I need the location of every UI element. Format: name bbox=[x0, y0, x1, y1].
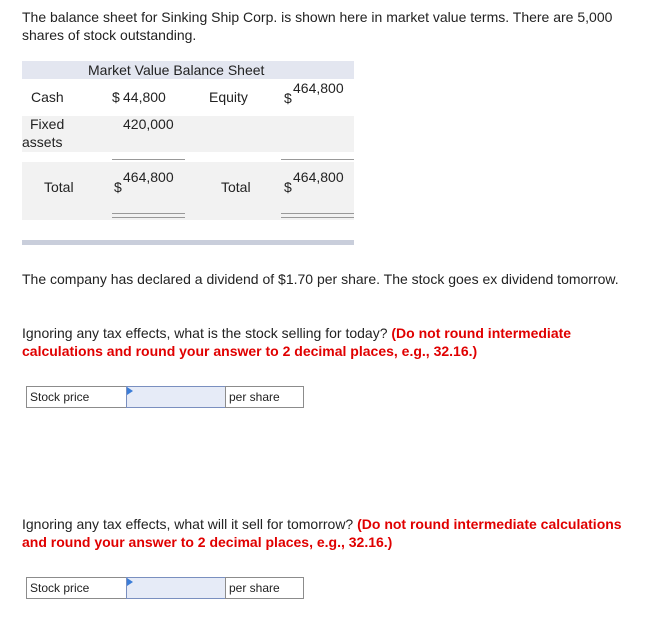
cash-value: 44,800 bbox=[123, 89, 166, 105]
intro-text: The balance sheet for Sinking Ship Corp. is shown here in market value terms. There are 5,000 shares of stock outstanding. bbox=[22, 9, 613, 43]
question-2 bbox=[22, 515, 650, 551]
right-double-underline-bottom bbox=[281, 217, 354, 218]
stock-price-input-tomorrow[interactable] bbox=[126, 577, 227, 599]
balance-sheet-title: Market Value Balance Sheet bbox=[88, 62, 265, 78]
stock-price-input-today[interactable] bbox=[126, 386, 227, 408]
cash-dollar: $ bbox=[112, 89, 120, 105]
total-left-value: 464,800 bbox=[123, 169, 174, 185]
fixed-assets-label-line1: Fixed bbox=[30, 116, 65, 132]
equity-value: 464,800 bbox=[293, 80, 344, 96]
input-flag-icon bbox=[127, 578, 133, 586]
total-right-value: 464,800 bbox=[293, 169, 344, 185]
fixed-assets-row-shade bbox=[22, 116, 354, 152]
per-share-unit-today: per share bbox=[225, 386, 304, 408]
question-1-instruction: (Do not round intermediate calculations and round your answer to 2 decimal places, e.g., 32.16.) bbox=[22, 325, 572, 359]
total-right-label: Total bbox=[221, 179, 251, 195]
balance-sheet bbox=[22, 61, 354, 246]
question-1-text: Ignoring any tax effects, what is the stock selling for today? bbox=[22, 325, 388, 341]
right-subtotal-line bbox=[281, 159, 354, 160]
left-double-underline-bottom bbox=[112, 217, 185, 218]
left-subtotal-line bbox=[112, 159, 185, 160]
equity-dollar: $ bbox=[284, 90, 292, 106]
equity-label: Equity bbox=[209, 89, 248, 105]
question-2-instruction: (Do not round intermediate calculations and round your answer to 2 decimal places, e.g., 32.16.) bbox=[22, 516, 622, 550]
fixed-assets-value: 420,000 bbox=[123, 116, 174, 132]
total-left-label: Total bbox=[44, 179, 74, 195]
stock-price-label-today: Stock price bbox=[26, 386, 129, 408]
fixed-assets-label-line2: assets bbox=[22, 134, 63, 150]
input-flag-icon bbox=[127, 387, 133, 395]
total-right-dollar: $ bbox=[284, 179, 292, 195]
per-share-unit-tomorrow: per share bbox=[225, 577, 304, 599]
total-left-dollar: $ bbox=[114, 179, 122, 195]
left-double-underline-top bbox=[112, 213, 185, 214]
question-1 bbox=[22, 324, 650, 360]
question-2-text: Ignoring any tax effects, what will it sell for tomorrow? bbox=[22, 516, 354, 532]
dividend-text: The company has declared a dividend of $1.70 per share. The stock goes ex dividend tomorrow. bbox=[22, 271, 619, 287]
balance-sheet-bottom-bar bbox=[22, 240, 354, 245]
right-double-underline-top bbox=[281, 213, 354, 214]
stock-price-label-tomorrow: Stock price bbox=[26, 577, 129, 599]
cash-label: Cash bbox=[31, 89, 64, 105]
